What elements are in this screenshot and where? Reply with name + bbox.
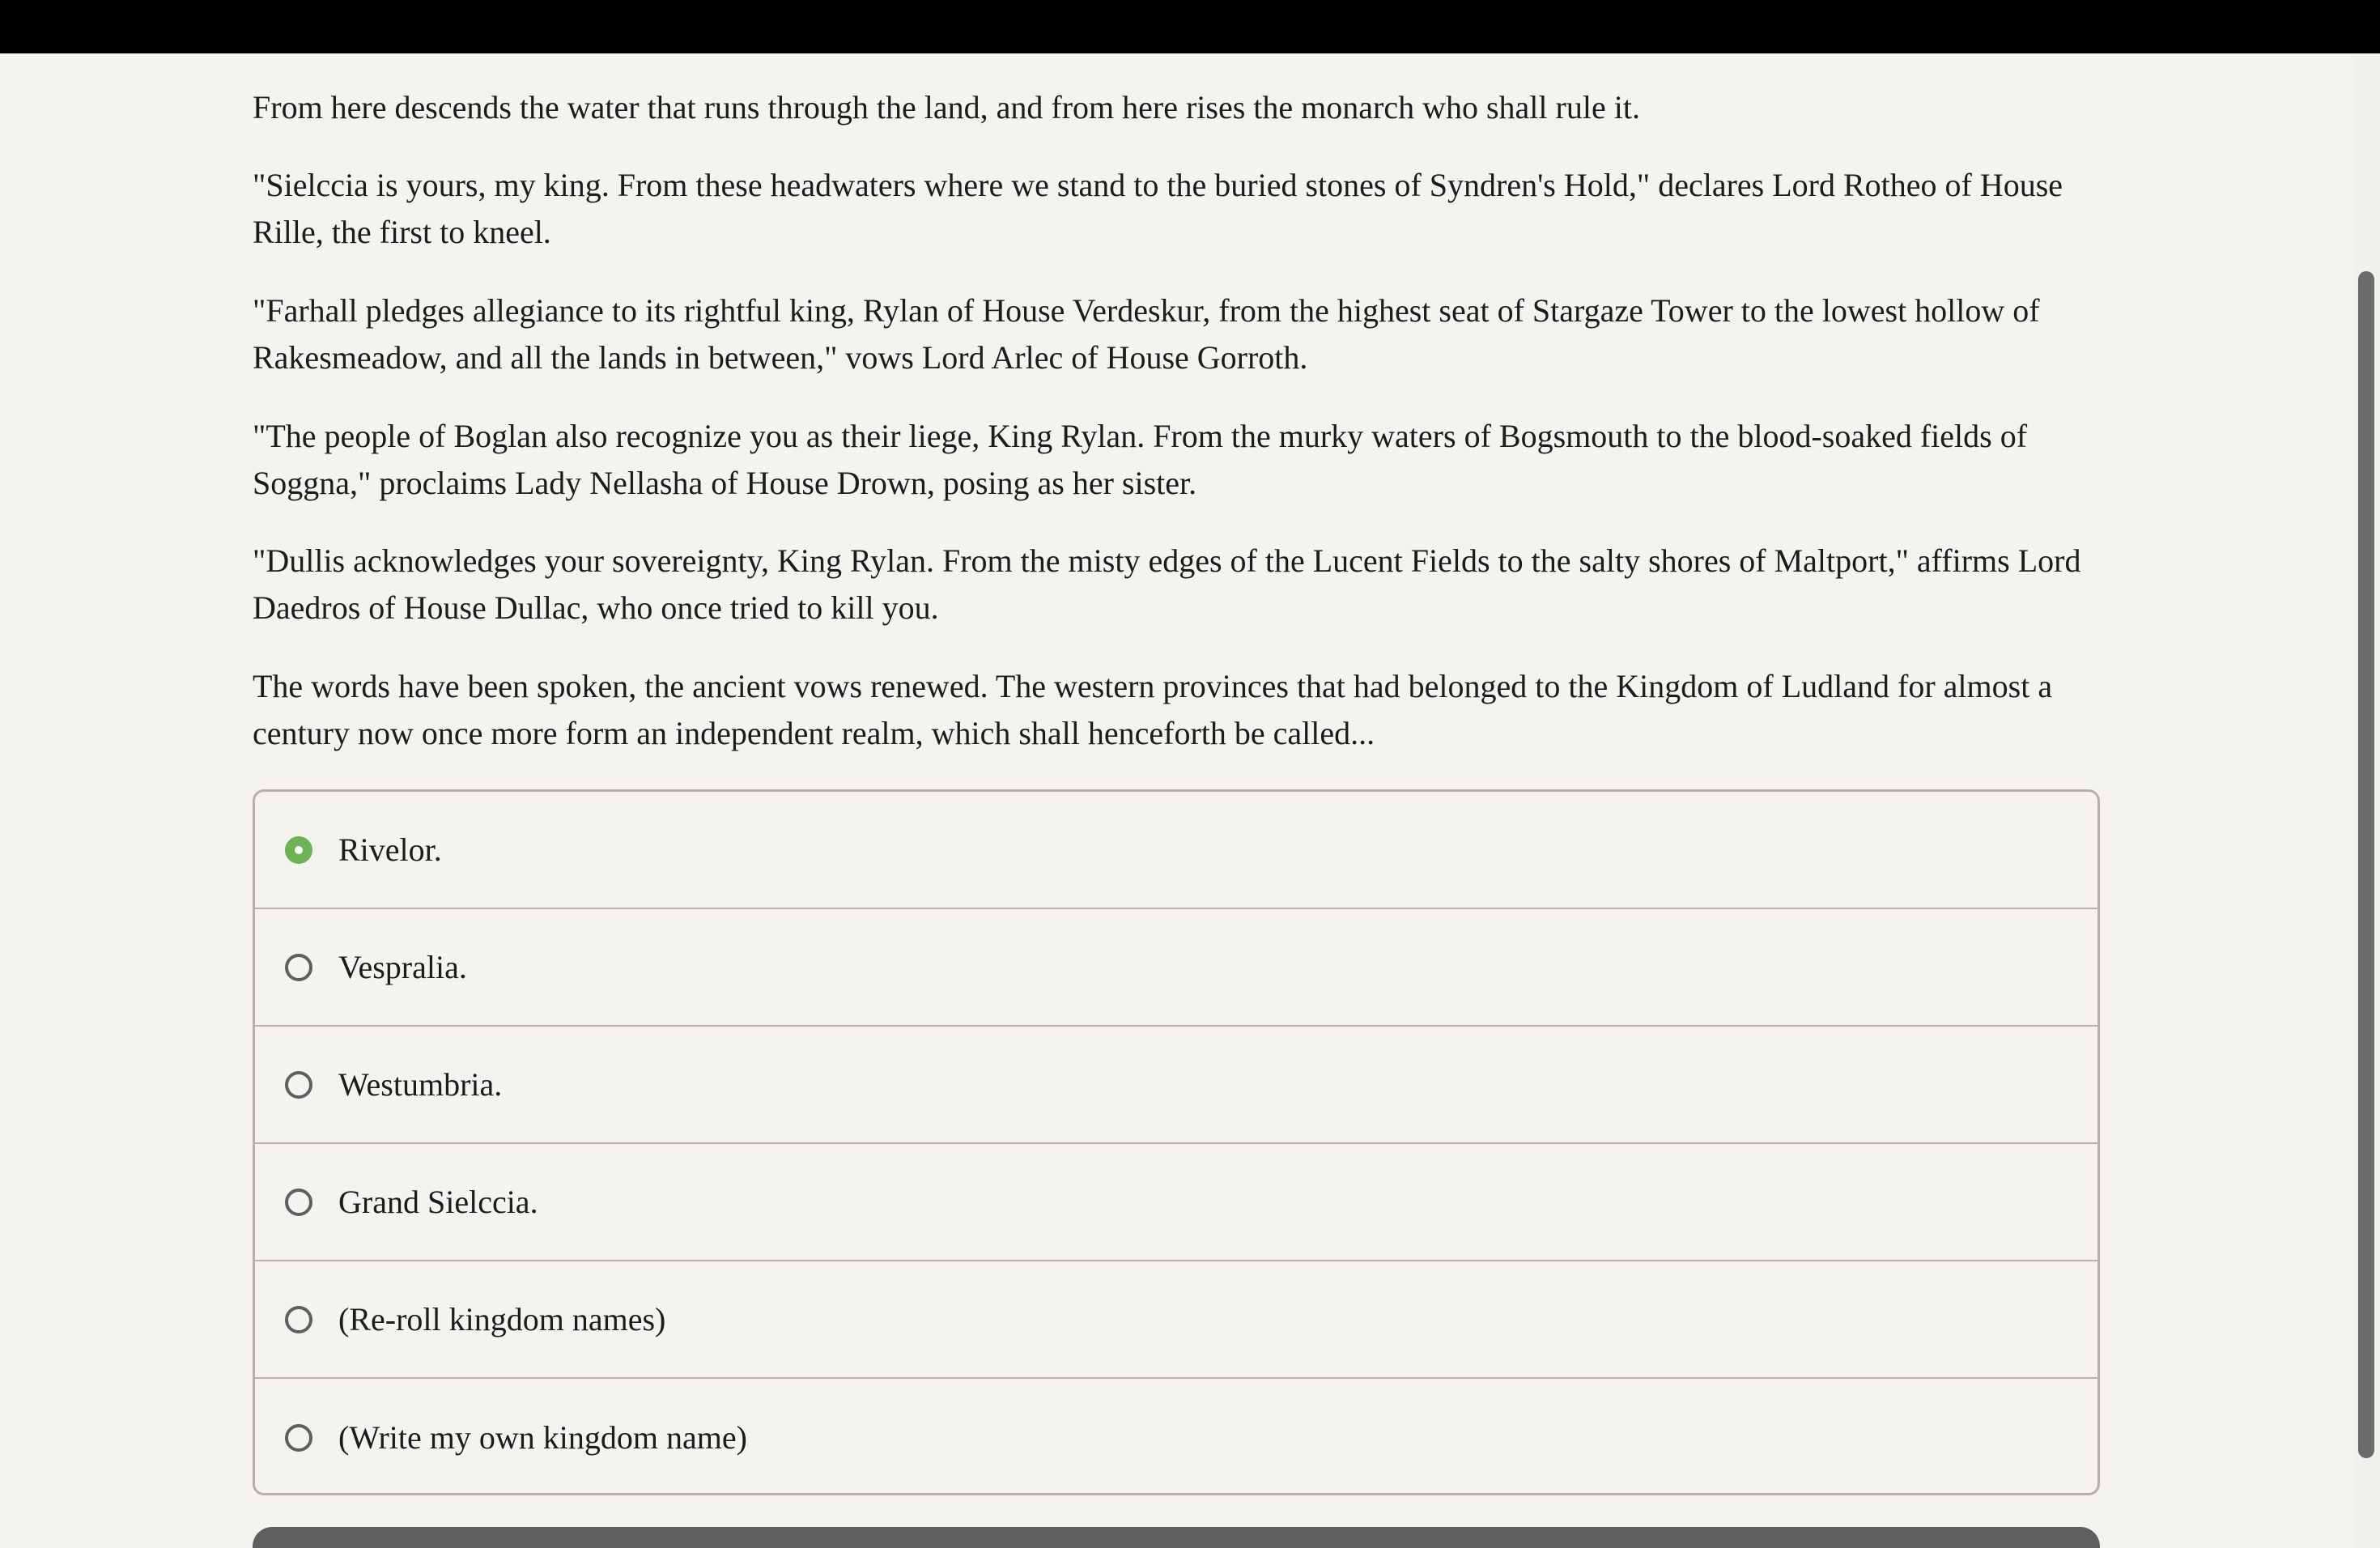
choice-option-reroll-names[interactable] (255, 1261, 2097, 1379)
choice-list (253, 789, 2100, 1495)
choice-label: Vespralia. (338, 948, 467, 985)
story-paragraph-2: "Sielccia is yours, my king. From these headwaters where we stand to the buried stones of Syndren's Hold," declares Lord Rotheo of House Rille, the first to kneel. (253, 167, 2063, 250)
radio-selected-icon[interactable] (285, 836, 312, 864)
story-paragraph-4: "The people of Boglan also recognize you as their liege, King Rylan. From the murky waters of Bogsmouth to the blood-soaked fields of Soggna," proclaims Lady Nellasha of House Drown, posing as her sister. (253, 418, 2028, 501)
choice-label: Rivelor. (338, 831, 442, 868)
scrollbar-thumb[interactable] (2358, 271, 2374, 1458)
story-paragraph-5: "Dullis acknowledges your sovereignty, King Rylan. From the misty edges of the Lucent Fields to the salty shores of Maltport," affirms Lord Daedros of House Dullac, who once tried to kill you. (253, 542, 2081, 626)
choice-label: Westumbria. (338, 1065, 503, 1103)
choice-option-grand-sielccia[interactable] (255, 1144, 2097, 1261)
choice-option-vespralia[interactable] (255, 909, 2097, 1027)
choice-label: (Re-roll kingdom names) (338, 1300, 666, 1337)
radio-icon[interactable] (285, 954, 312, 981)
top-bar (0, 0, 2380, 53)
story-paragraph-3: "Farhall pledges allegiance to its rightful king, Rylan of House Verdeskur, from the highest seat of Stargaze Tower to the lowest hollow of Rakesmeadow, and all the lands in between," vows Lord Arlec of House Gorroth. (253, 292, 2040, 376)
next-button[interactable] (253, 1527, 2100, 1548)
story-paragraph-6: The words have been spoken, the ancient vows renewed. The western provinces that had belonged to the Kingdom of Ludland for almost a century now once more form an independent realm, which shall henceforth be called... (253, 668, 2053, 751)
radio-icon[interactable] (285, 1306, 312, 1333)
choice-option-westumbria[interactable] (255, 1027, 2097, 1144)
story-paragraph-1: From here descends the water that runs through the land, and from here rises the monarch who shall rule it. (253, 89, 1640, 125)
radio-icon[interactable] (285, 1189, 312, 1216)
choice-option-rivelor[interactable] (255, 792, 2097, 909)
choice-label: Grand Sielccia. (338, 1183, 538, 1220)
radio-icon[interactable] (285, 1424, 312, 1452)
radio-icon[interactable] (285, 1071, 312, 1099)
choice-option-write-own-name[interactable] (255, 1379, 2097, 1495)
choice-label: (Write my own kingdom name) (338, 1418, 747, 1456)
